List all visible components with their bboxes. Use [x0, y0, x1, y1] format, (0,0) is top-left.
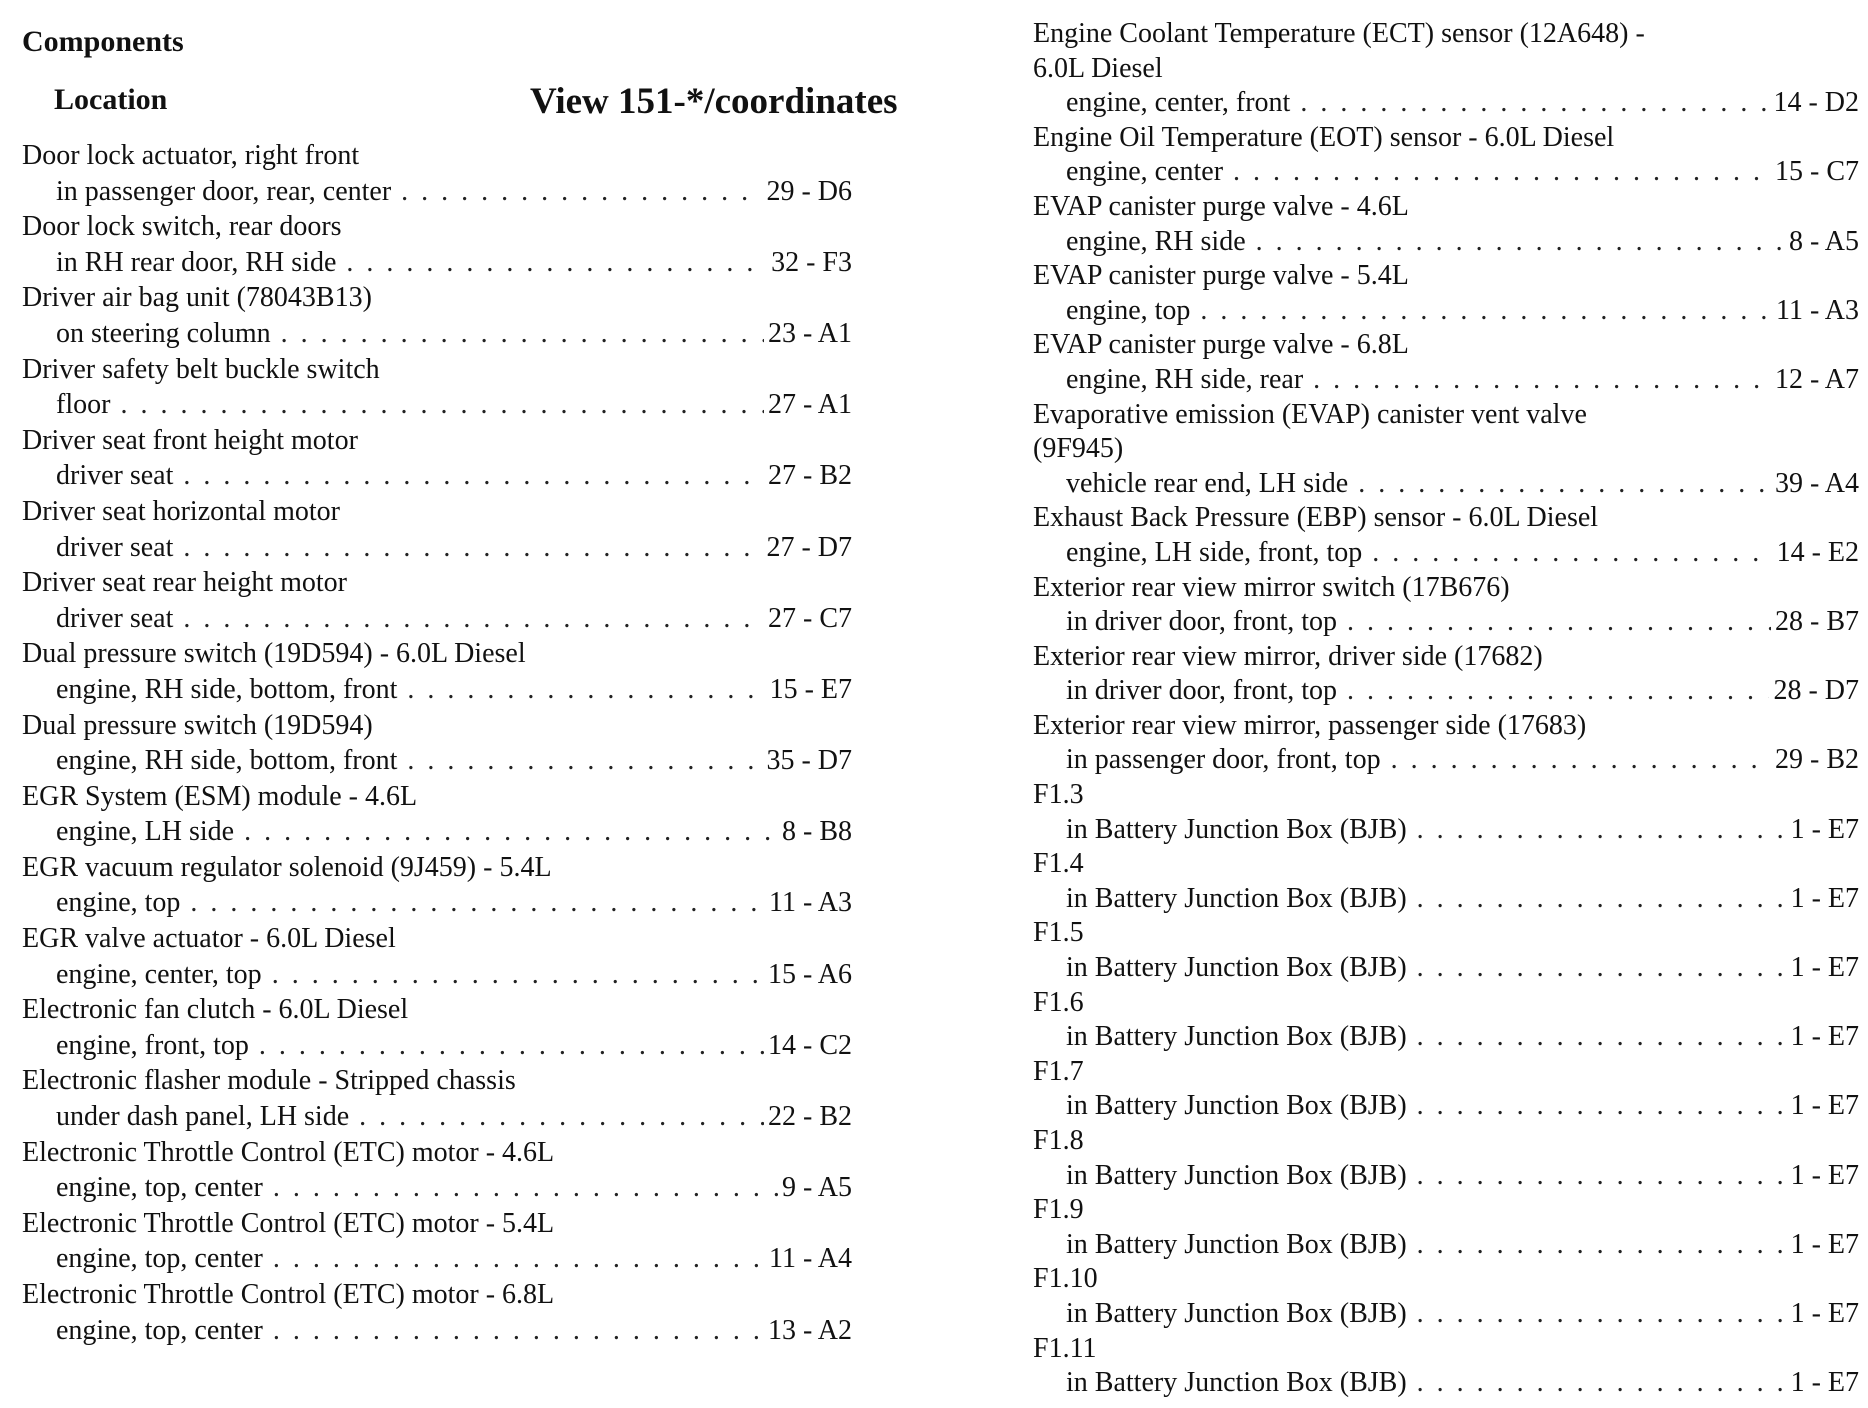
component-name: Driver seat horizontal motor	[22, 495, 341, 527]
location-text: in Battery Junction Box (BJB)	[1066, 1021, 1407, 1053]
location-line	[1033, 813, 1859, 848]
location-text: in Battery Junction Box (BJB)	[1066, 1159, 1407, 1191]
location-text: engine, top	[1066, 294, 1191, 326]
dot-leader	[1417, 1020, 1787, 1055]
component-name: Electronic fan clutch - 6.0L Diesel	[22, 994, 409, 1026]
dot-leader	[1417, 882, 1787, 917]
component-name: Dual pressure switch (19D594) - 6.0L Diesel	[22, 638, 526, 670]
component-name: F1.10	[1033, 1263, 1098, 1295]
location-text: under dash panel, LH side	[56, 1101, 350, 1133]
view-coordinate-ref: 29 - D6	[766, 175, 852, 207]
view-coordinate-ref: 1 - E7	[1790, 813, 1859, 845]
component-entry	[1033, 398, 1859, 502]
component-name: EGR valve actuator - 6.0L Diesel	[22, 923, 396, 955]
component-entry	[22, 1277, 852, 1348]
component-name: F1.8	[1033, 1125, 1084, 1156]
location-text: on steering column	[56, 317, 271, 349]
component-name: Engine Oil Temperature (EOT) sensor - 6.0L Diesel	[1033, 121, 1615, 153]
location-text: engine, RH side, bottom, front	[56, 745, 398, 777]
component-name: EVAP canister purge valve - 5.4L	[1033, 260, 1409, 292]
location-line	[1033, 1228, 1859, 1263]
component-name: Door lock switch, rear doors	[22, 211, 342, 243]
view-coordinate-ref: 35 - D7	[766, 745, 852, 777]
location-text: engine, top, center	[56, 1314, 263, 1346]
view-coordinate-ref: 8 - A5	[1789, 225, 1859, 257]
component-entry	[1033, 916, 1859, 985]
dot-leader	[120, 387, 764, 423]
view-coordinate-ref: 23 - A1	[768, 317, 852, 349]
dot-leader	[1347, 674, 1769, 709]
location-text: engine, front, top	[56, 1029, 249, 1061]
view-coordinate-ref: 1 - E7	[1790, 882, 1859, 914]
component-entry	[22, 850, 852, 921]
location-text: engine, center	[1066, 156, 1224, 188]
location-text: engine, top	[56, 887, 181, 919]
location-line	[1033, 294, 1859, 329]
component-entry	[1033, 847, 1859, 916]
component-entry	[1033, 1332, 1859, 1401]
location-line	[1033, 536, 1859, 571]
component-name: Driver safety belt buckle switch	[22, 353, 380, 385]
dot-leader	[1417, 1297, 1787, 1332]
location-line	[1033, 1159, 1859, 1194]
location-text: driver seat	[56, 602, 174, 634]
location-text: in Battery Junction Box (BJB)	[1066, 1228, 1407, 1260]
dot-leader	[1417, 813, 1787, 848]
location-line	[1033, 743, 1859, 778]
location-text: vehicle rear end, LH side	[1066, 467, 1349, 499]
component-entry	[1033, 1193, 1859, 1262]
component-entry	[22, 494, 852, 565]
dot-leader	[183, 458, 764, 494]
location-line	[1033, 1297, 1859, 1332]
view-coordinate-ref: 29 - B2	[1775, 744, 1859, 776]
location-text: driver seat	[56, 531, 174, 563]
column-heading-location: Location	[54, 83, 168, 116]
component-entry	[1033, 778, 1859, 847]
component-name: Door lock actuator, right front	[22, 140, 360, 171]
location-line	[1033, 674, 1859, 709]
location-text: engine, top, center	[56, 1243, 263, 1275]
component-name: Exterior rear view mirror, passenger side (17683)	[1033, 709, 1587, 741]
component-entry	[1033, 709, 1859, 778]
dot-leader	[407, 672, 765, 708]
location-line	[1033, 86, 1859, 121]
component-entry	[22, 708, 852, 779]
view-coordinate-ref: 27 - C7	[768, 602, 852, 634]
dot-leader	[1417, 1159, 1787, 1194]
location-text: in Battery Junction Box (BJB)	[1066, 882, 1407, 914]
component-entry	[22, 280, 852, 351]
component-name: Exhaust Back Pressure (EBP) sensor - 6.0L Diesel	[1033, 502, 1599, 534]
dot-leader	[1417, 951, 1787, 986]
view-coordinate-ref: 12 - A7	[1775, 363, 1859, 395]
location-line	[22, 672, 852, 708]
view-coordinate-ref: 22 - B2	[768, 1101, 852, 1133]
component-entry	[1033, 501, 1859, 570]
component-entry	[1033, 328, 1859, 397]
location-line	[1033, 882, 1859, 917]
component-entry	[1033, 640, 1859, 709]
dot-leader	[273, 1241, 765, 1277]
location-line	[22, 1028, 852, 1064]
view-coordinate-ref: 15 - A6	[768, 958, 852, 990]
location-text: in passenger door, front, top	[1066, 744, 1381, 776]
location-line	[22, 885, 852, 921]
dot-leader	[401, 174, 762, 210]
component-entry	[22, 1063, 852, 1134]
component-name: Evaporative emission (EVAP) canister vent valve	[1033, 398, 1587, 430]
view-coordinate-ref: 14 - E2	[1776, 536, 1859, 568]
location-text: engine, center, top	[56, 958, 262, 990]
component-name: F1.7	[1033, 1055, 1084, 1087]
component-name-continued: (9F945)	[1033, 433, 1124, 465]
view-coordinate-ref: 1 - E7	[1790, 1021, 1859, 1053]
component-entry	[1033, 986, 1859, 1055]
component-name: Electronic Throttle Control (ETC) motor - 4.6L	[22, 1136, 555, 1168]
location-text: engine, RH side, bottom, front	[56, 673, 398, 705]
component-entry	[1033, 259, 1859, 328]
component-entry	[22, 1206, 852, 1277]
component-entry	[22, 921, 852, 992]
component-name: F1.9	[1033, 1194, 1084, 1226]
component-entry	[1033, 121, 1859, 190]
component-name: Engine Coolant Temperature (ECT) sensor (12A648) -	[1033, 18, 1645, 49]
location-line	[22, 316, 852, 352]
location-text: in Battery Junction Box (BJB)	[1066, 1367, 1407, 1399]
component-entry	[22, 779, 852, 850]
location-text: in Battery Junction Box (BJB)	[1066, 1297, 1407, 1329]
dot-leader	[183, 601, 764, 637]
location-line	[22, 1241, 852, 1277]
dot-leader	[1347, 605, 1771, 640]
location-text: in passenger door, rear, center	[56, 175, 392, 207]
left-column-entries	[22, 138, 852, 1348]
location-line	[1033, 467, 1859, 502]
location-line	[1033, 605, 1859, 640]
location-line	[22, 957, 852, 993]
view-coordinate-ref: 1 - E7	[1790, 952, 1859, 984]
dot-leader	[1300, 86, 1769, 121]
view-coordinate-ref: 11 - A3	[1776, 294, 1859, 326]
location-text: engine, top, center	[56, 1172, 263, 1204]
component-name: F1.4	[1033, 848, 1084, 880]
location-line	[22, 1170, 852, 1206]
view-coordinate-ref: 28 - D7	[1773, 675, 1859, 707]
dot-leader	[1358, 467, 1771, 502]
right-column-entries	[1033, 17, 1859, 1401]
dot-leader	[1391, 743, 1771, 778]
location-line	[22, 814, 852, 850]
component-name: Driver air bag unit (78043B13)	[22, 282, 372, 314]
component-name-continued: 6.0L Diesel	[1033, 52, 1163, 84]
view-coordinate-ref: 15 - E7	[769, 673, 852, 705]
component-name: Dual pressure switch (19D594)	[22, 709, 373, 741]
dot-leader	[1417, 1366, 1787, 1401]
component-entry	[1033, 571, 1859, 640]
location-text: engine, LH side, front, top	[1066, 536, 1363, 568]
dot-leader	[272, 957, 764, 993]
component-name: Electronic flasher module - Stripped chassis	[22, 1065, 516, 1097]
location-text: in Battery Junction Box (BJB)	[1066, 1090, 1407, 1122]
location-text: engine, center, front	[1066, 87, 1291, 119]
component-name: EVAP canister purge valve - 4.6L	[1033, 190, 1409, 222]
location-line	[22, 174, 852, 210]
column-heading-view-coordinates: View 151-*/coordinates	[530, 81, 898, 122]
section-heading-components: Components	[22, 25, 184, 58]
view-coordinate-ref: 11 - A4	[769, 1243, 852, 1275]
view-coordinate-ref: 1 - E7	[1790, 1090, 1859, 1122]
view-coordinate-ref: 9 - A5	[782, 1172, 852, 1204]
dot-leader	[1417, 1089, 1787, 1124]
view-coordinate-ref: 28 - B7	[1775, 606, 1859, 638]
view-coordinate-ref: 32 - F3	[771, 246, 852, 278]
location-line	[22, 245, 852, 281]
component-name: EGR System (ESM) module - 4.6L	[22, 780, 418, 812]
location-line	[1033, 363, 1859, 398]
view-coordinate-ref: 13 - A2	[768, 1314, 852, 1346]
dot-leader	[1256, 225, 1785, 260]
component-entry	[22, 1135, 852, 1206]
component-name: F1.5	[1033, 917, 1084, 949]
location-line	[1033, 1020, 1859, 1055]
view-coordinate-ref: 1 - E7	[1790, 1367, 1859, 1399]
location-line	[1033, 1089, 1859, 1124]
location-text: driver seat	[56, 460, 174, 492]
location-line	[22, 530, 852, 566]
component-entry	[22, 209, 852, 280]
dot-leader	[183, 530, 762, 566]
location-line	[22, 1313, 852, 1349]
view-coordinate-ref: 39 - A4	[1775, 467, 1859, 499]
component-entry	[1033, 1055, 1859, 1124]
dot-leader	[190, 885, 765, 921]
component-name: EVAP canister purge valve - 6.8L	[1033, 329, 1409, 361]
component-entry	[22, 352, 852, 423]
component-name: Exterior rear view mirror, driver side (17682)	[1033, 640, 1543, 672]
view-coordinate-ref: 27 - A1	[768, 389, 852, 421]
location-text: in driver door, front, top	[1066, 675, 1338, 707]
component-name: F1.6	[1033, 986, 1084, 1018]
location-text: engine, RH side	[1066, 225, 1246, 257]
view-coordinate-ref: 15 - C7	[1775, 156, 1859, 188]
location-text: engine, LH side	[56, 816, 235, 848]
component-entry	[22, 138, 852, 209]
view-coordinate-ref: 8 - B8	[782, 816, 852, 848]
view-coordinate-ref: 1 - E7	[1790, 1297, 1859, 1329]
location-text: in RH rear door, RH side	[56, 246, 337, 278]
dot-leader	[273, 1313, 764, 1349]
location-line	[1033, 1366, 1859, 1401]
component-entry	[22, 565, 852, 636]
component-entry	[1033, 17, 1859, 121]
view-coordinate-ref: 27 - B2	[768, 460, 852, 492]
location-line	[1033, 951, 1859, 986]
component-name: Electronic Throttle Control (ETC) motor - 5.4L	[22, 1207, 555, 1239]
component-name: Exterior rear view mirror switch (17B676)	[1033, 571, 1510, 603]
component-name: F1.3	[1033, 779, 1084, 811]
location-text: in driver door, front, top	[1066, 606, 1338, 638]
dot-leader	[259, 1028, 764, 1064]
location-text: floor	[56, 389, 111, 421]
location-text: in Battery Junction Box (BJB)	[1066, 813, 1407, 845]
location-line	[22, 743, 852, 779]
location-line	[22, 1099, 852, 1135]
location-text: in Battery Junction Box (BJB)	[1066, 952, 1407, 984]
location-text: engine, RH side, rear	[1066, 363, 1304, 395]
dot-leader	[281, 316, 764, 352]
dot-leader	[359, 1099, 764, 1135]
component-entry	[22, 992, 852, 1063]
dot-leader	[1313, 363, 1771, 398]
location-line	[22, 387, 852, 423]
view-coordinate-ref: 27 - D7	[766, 531, 852, 563]
view-coordinate-ref: 1 - E7	[1790, 1159, 1859, 1191]
location-line	[22, 458, 852, 494]
component-entry	[22, 423, 852, 494]
location-line	[1033, 225, 1859, 260]
component-entry	[1033, 1124, 1859, 1193]
component-name: EGR vacuum regulator solenoid (9J459) - 5.4L	[22, 851, 552, 883]
dot-leader	[244, 814, 778, 850]
component-name: F1.11	[1033, 1332, 1097, 1364]
dot-leader	[407, 743, 762, 779]
location-line	[22, 601, 852, 637]
dot-leader	[1372, 536, 1772, 571]
view-coordinate-ref: 14 - D2	[1773, 87, 1859, 119]
view-coordinate-ref: 1 - E7	[1790, 1228, 1859, 1260]
view-coordinate-ref: 11 - A3	[769, 887, 852, 919]
dot-leader	[1200, 294, 1772, 329]
dot-leader	[273, 1170, 778, 1206]
dot-leader	[346, 245, 767, 281]
location-line	[1033, 155, 1859, 190]
component-entry	[22, 636, 852, 707]
component-entry	[1033, 190, 1859, 259]
dot-leader	[1417, 1228, 1787, 1263]
component-name: Electronic Throttle Control (ETC) motor - 6.8L	[22, 1279, 555, 1310]
dot-leader	[1233, 155, 1771, 190]
view-coordinate-ref: 14 - C2	[768, 1029, 852, 1061]
component-name: Driver seat rear height motor	[22, 567, 347, 599]
component-entry	[1033, 1262, 1859, 1331]
component-name: Driver seat front height motor	[22, 424, 358, 456]
